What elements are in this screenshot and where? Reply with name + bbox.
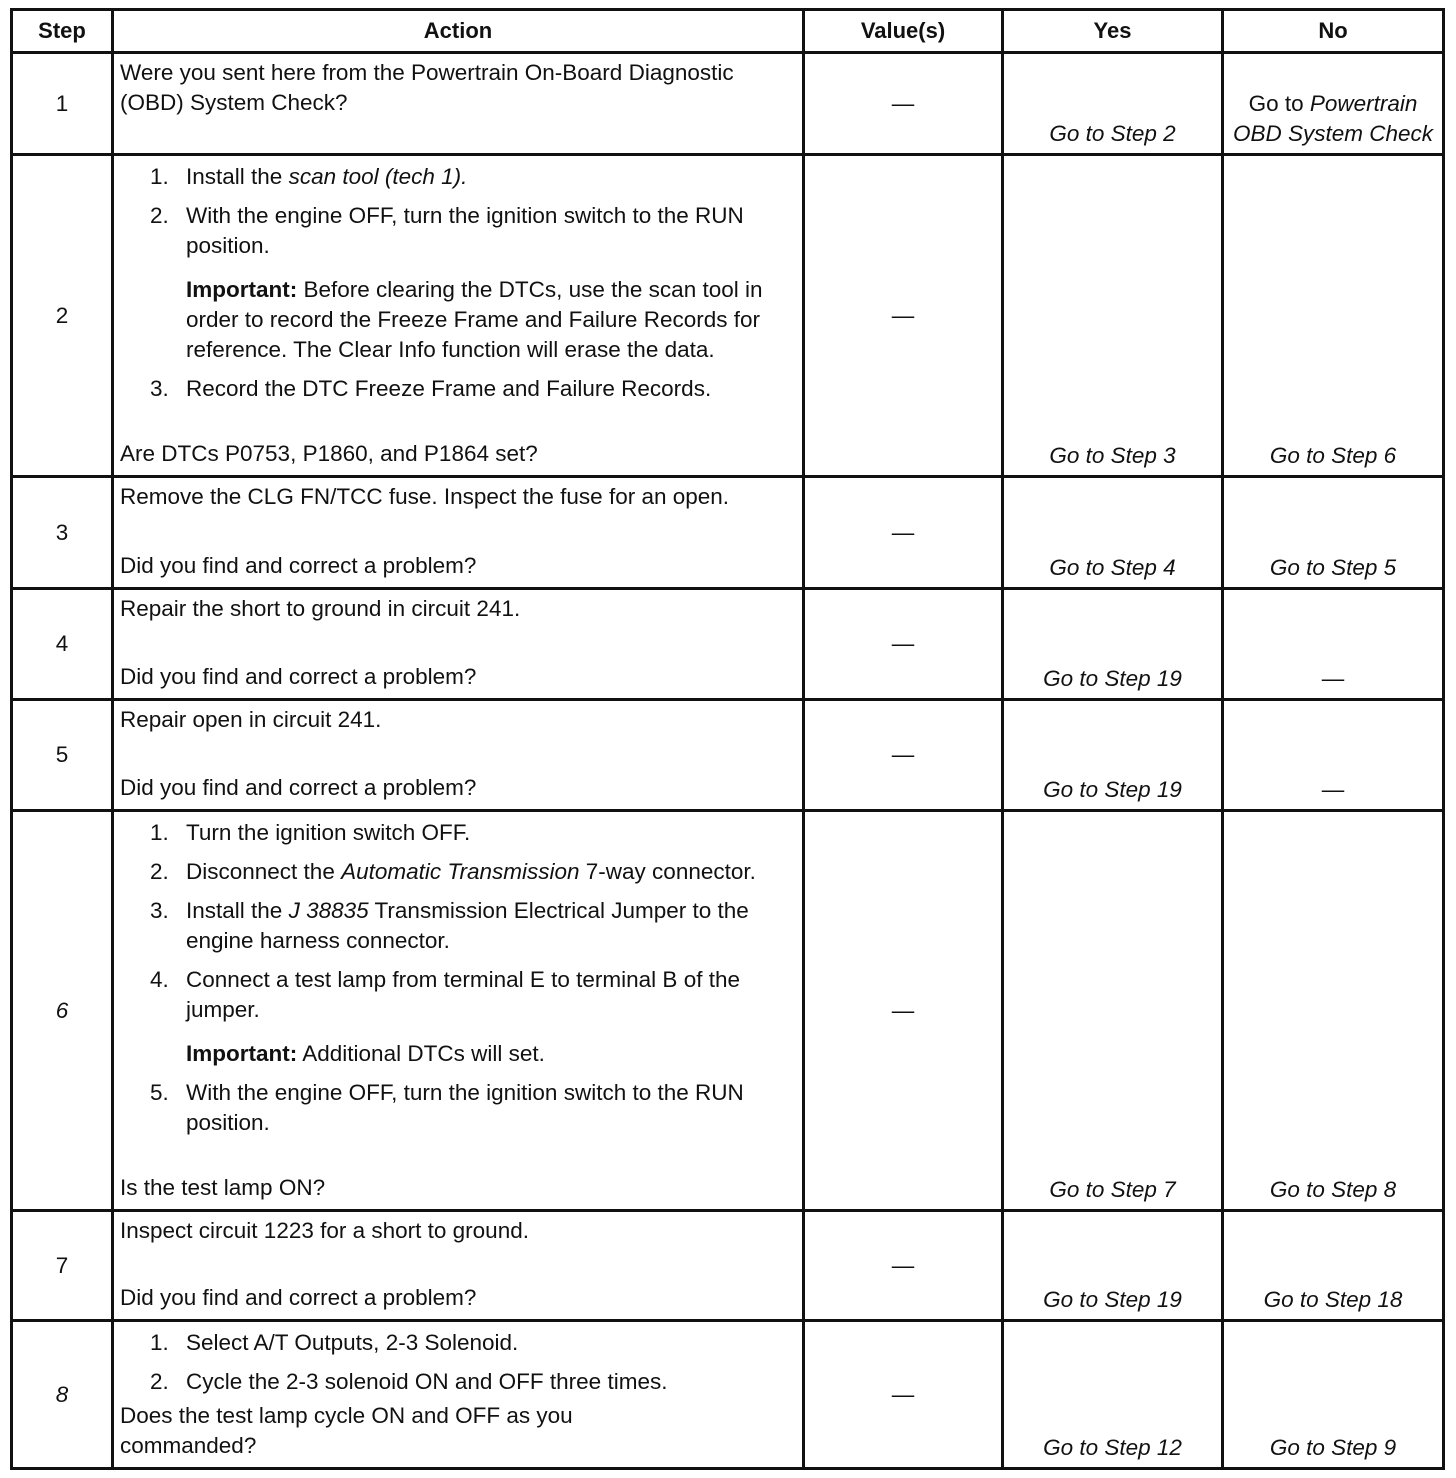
action-question: Are DTCs P0753, P1860, and P1864 set?	[120, 441, 538, 466]
no-cell: Go to Step 18	[1223, 1211, 1444, 1321]
table-header-row	[12, 10, 1444, 53]
list-text: Install the	[186, 164, 283, 189]
value-cell: —	[804, 700, 1003, 811]
no-reference: Powertrain OBD System Check	[1232, 91, 1434, 146]
action-text: Were you sent here from the Powertrain On-Board Diagnostic (OBD) System Check?	[120, 60, 734, 115]
list-item	[150, 1078, 790, 1138]
action-question: Does the test lamp cycle ON and OFF as you commanded?	[120, 1403, 573, 1458]
header-no: No	[1223, 10, 1444, 53]
action-cell	[113, 700, 804, 811]
action-cell	[113, 811, 804, 1211]
yes-cell: Go to Step 7	[1003, 811, 1223, 1211]
table-row	[12, 811, 1444, 1211]
action-question: Is the test lamp ON?	[120, 1175, 326, 1200]
action-text: Remove the CLG FN/TCC fuse. Inspect the fuse for an open.	[120, 484, 730, 509]
yes-cell: Go to Step 4	[1003, 477, 1223, 589]
yes-cell: Go to Step 3	[1003, 155, 1223, 477]
header-yes: Yes	[1003, 10, 1223, 53]
component-name: Automatic Transmission	[341, 859, 580, 884]
step-number: 4	[12, 589, 113, 700]
yes-cell: Go to Step 12	[1003, 1321, 1223, 1469]
step-number: 7	[12, 1211, 113, 1321]
value-cell: —	[804, 1321, 1003, 1469]
value-cell: —	[804, 477, 1003, 589]
list-text: With the engine OFF, turn the ignition switch to the RUN position.	[186, 1080, 744, 1135]
no-cell	[1223, 53, 1444, 155]
important-text: Additional DTCs will set.	[302, 1041, 545, 1066]
table-row	[12, 589, 1444, 700]
list-text: Record the DTC Freeze Frame and Failure Records.	[186, 376, 712, 401]
list-number: 4.	[150, 967, 169, 992]
list-item	[150, 965, 790, 1025]
table-row	[12, 477, 1444, 589]
list-item	[150, 896, 790, 956]
value-cell: —	[804, 589, 1003, 700]
no-cell: Go to Step 5	[1223, 477, 1444, 589]
list-number: 3.	[150, 898, 169, 923]
list-text: With the engine OFF, turn the ignition switch to the RUN position.	[186, 203, 744, 258]
action-cell	[113, 1321, 804, 1469]
step-number: 2	[12, 155, 113, 477]
list-text: Transmission Electrical Jumper to the engine harness connector.	[186, 898, 749, 953]
yes-cell: Go to Step 19	[1003, 1211, 1223, 1321]
value-cell: —	[804, 1211, 1003, 1321]
action-steps-list	[120, 162, 790, 404]
action-question: Did you find and correct a problem?	[120, 1285, 477, 1310]
list-item	[150, 1328, 790, 1358]
important-text: Before clearing the DTCs, use the scan tool in order to record the Freeze Frame and Failure Records for reference. The Clear Info function will erase the data.	[186, 277, 763, 362]
list-text: Turn the ignition switch OFF.	[186, 820, 471, 845]
no-cell: —	[1223, 589, 1444, 700]
action-cell	[113, 1211, 804, 1321]
tool-name: scan tool (tech 1).	[288, 164, 468, 189]
important-label: Important:	[186, 1041, 298, 1066]
no-cell: Go to Step 8	[1223, 811, 1444, 1211]
value-cell: —	[804, 155, 1003, 477]
list-number: 1.	[150, 1330, 169, 1355]
diagnostic-table	[10, 8, 1445, 1470]
important-note	[150, 1039, 790, 1069]
list-text: Cycle the 2-3 solenoid ON and OFF three times.	[186, 1369, 668, 1394]
header-action: Action	[113, 10, 804, 53]
table-row	[12, 155, 1444, 477]
list-number: 1.	[150, 164, 169, 189]
header-values: Value(s)	[804, 10, 1003, 53]
no-cell: Go to Step 9	[1223, 1321, 1444, 1469]
list-text: Connect a test lamp from terminal E to terminal B of the jumper.	[186, 967, 740, 1022]
action-question: Did you find and correct a problem?	[120, 553, 477, 578]
list-number: 2.	[150, 859, 169, 884]
step-number: 8	[12, 1321, 113, 1469]
table-row	[12, 53, 1444, 155]
no-cell: —	[1223, 700, 1444, 811]
list-text: Select A/T Outputs, 2-3 Solenoid.	[186, 1330, 519, 1355]
value-cell: —	[804, 811, 1003, 1211]
list-text: Disconnect the	[186, 859, 335, 884]
action-question: Did you find and correct a problem?	[120, 664, 477, 689]
action-text: Repair the short to ground in circuit 241.	[120, 596, 521, 621]
table-row	[12, 700, 1444, 811]
table-row	[12, 1211, 1444, 1321]
list-number: 3.	[150, 376, 169, 401]
list-item	[150, 162, 790, 192]
no-prefix: Go to	[1248, 91, 1304, 116]
yes-cell: Go to Step 19	[1003, 700, 1223, 811]
tool-number: J 38835	[288, 898, 369, 923]
action-question: Did you find and correct a problem?	[120, 775, 477, 800]
action-text: Repair open in circuit 241.	[120, 707, 382, 732]
action-steps-list	[120, 818, 790, 1138]
list-text: Install the	[186, 898, 283, 923]
list-number: 1.	[150, 820, 169, 845]
list-item	[150, 201, 790, 261]
action-text: Inspect circuit 1223 for a short to ground.	[120, 1218, 529, 1243]
list-text: 7-way connector.	[585, 859, 756, 884]
diagnostic-table-container	[10, 8, 1445, 1470]
list-item	[150, 857, 790, 887]
step-number: 1	[12, 53, 113, 155]
table-row	[12, 1321, 1444, 1469]
action-cell	[113, 53, 804, 155]
important-note	[150, 275, 790, 365]
list-item	[150, 374, 790, 404]
no-cell: Go to Step 6	[1223, 155, 1444, 477]
list-number: 2.	[150, 1369, 169, 1394]
step-number: 3	[12, 477, 113, 589]
list-number: 2.	[150, 203, 169, 228]
list-item	[150, 1367, 790, 1397]
action-cell	[113, 477, 804, 589]
step-number: 6	[12, 811, 113, 1211]
list-number: 5.	[150, 1080, 169, 1105]
yes-cell: Go to Step 2	[1003, 53, 1223, 155]
action-cell	[113, 155, 804, 477]
step-number: 5	[12, 700, 113, 811]
yes-cell: Go to Step 19	[1003, 589, 1223, 700]
list-item	[150, 818, 790, 848]
action-cell	[113, 589, 804, 700]
value-cell: —	[804, 53, 1003, 155]
action-steps-list	[120, 1328, 790, 1397]
header-step: Step	[12, 10, 113, 53]
important-label: Important:	[186, 277, 298, 302]
